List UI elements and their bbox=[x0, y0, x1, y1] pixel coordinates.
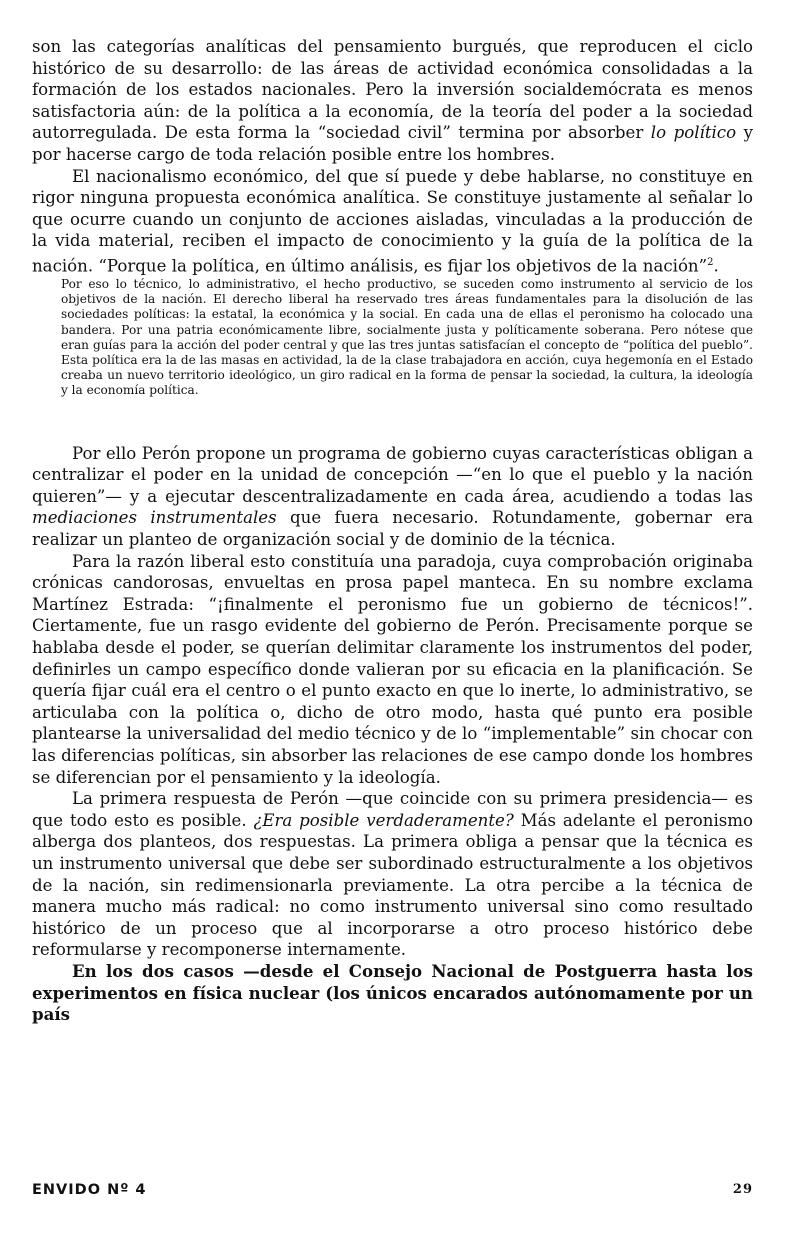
paragraph-3-text: Por ello Perón propone un programa de gobierno cuyas características obligan a centralizar el poder en la unidad de concepción —“en lo que el pueblo y la nación quieren”— y a ejecutar descentralizadamente en cada área, acudiendo a todas las bbox=[32, 443, 753, 506]
footnote-marker: 2 bbox=[707, 256, 714, 268]
body-text bbox=[32, 36, 753, 1026]
paragraph-1-text: son las categorías analíticas del pensamiento burgués, que reproducen el ciclo histórico de su desarrollo: de las áreas de actividad económica consolidadas a la formación de los estados nacionales. Pero la inversión socialdemócrata es menos satisfactoria aún: de la política a la economía, de la teoría del poder a la sociedad autorregulada. De esta forma la “sociedad civil” termina por absorber bbox=[32, 37, 753, 143]
page-number: 29 bbox=[732, 1182, 753, 1197]
page-footer bbox=[32, 1182, 753, 1198]
italic-question: ¿Era posible verdaderamente? bbox=[253, 810, 514, 830]
block-quote: Por eso lo técnico, lo administrativo, el hecho productivo, se suceden como instrumento al servicio de los objetivos de la nación. El derecho liberal ha reservado tres áreas fundamentales para la disolución de las sociedades políticas: la estatal, la económica y la social. En cada una de ellas el peronismo ha colocado una bandera. Por una patria económicamente libre, socialmente justa y políticamente soberana. Pero nótese que eran guías para la acción del poder central y que las tres juntas satisfacían el concepto de “política del pueblo”. Esta política era la de las masas en actividad, la de la clase trabajadora en acción, cuya hegemonía en el Estado creaba un nuevo territorio ideológico, un giro radical en la forma de pensar la sociedad, la cultura, la ideología y la economía política. bbox=[61, 277, 753, 398]
paragraph-2 bbox=[32, 166, 753, 278]
paragraph-6: En los dos casos —desde el Consejo Nacional de Postguerra hasta los experimentos en física nuclear (los únicos encarados autónomamente por un país bbox=[32, 960, 753, 1025]
paragraph-5 bbox=[32, 788, 753, 961]
paragraph-3-end: que fuera necesario. Rotundamente, gobernar era realizar un planteo de organización social y de dominio de la técnica. bbox=[32, 508, 753, 550]
paragraph-3 bbox=[32, 443, 753, 551]
paragraph-5-end: Más adelante el peronismo alberga dos planteos, dos respuestas. La primera obliga a pensar que la técnica es un instrumento universal que debe ser subordinado estructuralmente a los objetivos de la nación, sin redimensionarla previamente. La otra percibe a la técnica de manera mucho más radical: no como instrumento universal sino como resultado histórico de un proceso que al incorporarse a otro proceso histórico debe reformularse y recomponerse internamente. bbox=[32, 810, 753, 960]
paragraph-1 bbox=[32, 36, 753, 166]
paragraph-1-end: y por hacerse cargo de toda relación posible entre los hombres. bbox=[32, 123, 753, 164]
publication-title: ENVIDO Nº 4 bbox=[32, 1182, 147, 1198]
paragraph-5-text: La primera respuesta de Perón —que coincide con su primera presidencia— es que todo esto es posible. bbox=[32, 789, 753, 830]
paragraph-2-end: . bbox=[713, 256, 719, 276]
italic-phrase: lo político bbox=[650, 123, 737, 143]
italic-phrase: mediaciones instrumentales bbox=[32, 508, 277, 528]
paragraph-4: Para la razón liberal esto constituía una paradoja, cuya comprobación originaba crónicas candorosas, envueltas en prosa papel manteca. En su nombre exclama Martínez Estrada: “¡finalmente el peronismo fue un gobierno de técnicos!”. Ciertamente, fue un rasgo evidente del gobierno de Perón. Precisamente porque se hablaba desde el poder, se querían delimitar claramente los instrumentos del poder, definirles un campo específico donde valieran por su eficacia en la planificación. Se quería fijar cuál era el centro o el punto exacto en que lo inerte, lo administrativo, se articulaba con la política o, dicho de otro modo, hasta qué punto era posible plantearse la universalidad del medio técnico y de lo “implementable” sin chocar con las diferencias políticas, sin absorber las relaciones de ese campo donde los hombres se diferencian por el pensamiento y la ideología. bbox=[32, 551, 753, 787]
section-gap bbox=[32, 399, 753, 443]
paragraph-2-text: El nacionalismo económico, del que sí puede y debe hablarse, no constituye en rigor ninguna propuesta económica analítica. Se constituye justamente al señalar lo que ocurre cuando un conjunto de acciones aisladas, vinculadas a la producción de la vida material, reciben el impacto de conocimiento y la guía de la política de la nación. “Porque la política, en último análisis, es fijar los objetivos de la nación” bbox=[32, 166, 753, 276]
